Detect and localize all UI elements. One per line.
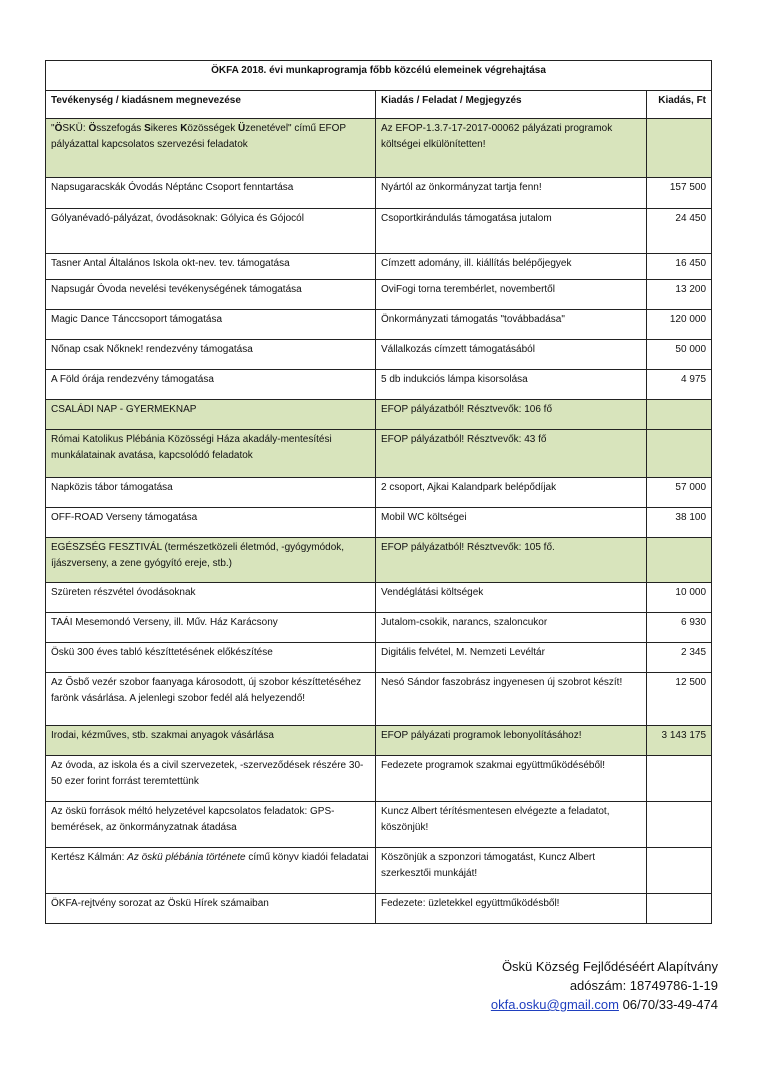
text-part: ikeres [150,123,181,134]
text-part: sszefogás [96,123,145,134]
note-cell: EFOP pályázatból! Résztvevők: 105 fő. [376,538,647,583]
note-cell: Önkormányzati támogatás "továbbadása" [376,310,647,340]
note-cell: EFOP pályázatból! Résztvevők: 106 fő [376,400,647,430]
note-cell: Kuncz Albert térítésmentesen elvégezte a feladatot, köszönjük! [376,802,647,848]
text-part: özösségek [187,123,239,134]
text-part: című könyv kiadói feladatai [245,852,369,863]
activity-cell: OFF-ROAD Verseny támogatása [46,508,376,538]
activity-cell: Napsugár Óvoda nevelési tevékenységének támogatása [46,280,376,310]
table-row [46,178,712,209]
note-cell: Fedezete programok szakmai együttműködéséből! [376,756,647,802]
amount-cell: 16 450 [647,254,712,280]
amount-cell [647,802,712,848]
table-row [46,726,712,756]
table-row [46,478,712,508]
table-row [46,583,712,613]
amount-cell: 12 500 [647,673,712,726]
amount-cell: 120 000 [647,310,712,340]
activity-cell: TAÁI Mesemondó Verseny, ill. Műv. Ház Karácsony [46,613,376,643]
amount-cell [647,756,712,802]
book-title: Az öskü plébánia története [127,852,246,863]
organization-name: Öskü Község Fejlődéséért Alapítvány [501,959,718,974]
amount-cell: 13 200 [647,280,712,310]
activity-cell [46,848,376,894]
email-link[interactable]: okfa.osku@gmail.com [490,997,619,1012]
text-part: S [144,123,151,134]
activity-cell: A Föld órája rendezvény támogatása [46,370,376,400]
table-row [46,756,712,802]
text-part: Ö [88,123,97,134]
note-cell: EFOP pályázati programok lebonyolításához! [376,726,647,756]
table-row [46,310,712,340]
activity-cell: Nőnap csak Nőknek! rendezvény támogatása [46,340,376,370]
activity-cell: Napközis tábor támogatása [46,478,376,508]
amount-cell: 2 345 [647,643,712,673]
text-part: SKÜ: [62,123,89,134]
tax-id: adószám: 18749786-1-19 [569,978,718,993]
table-row [46,894,712,924]
table-row [46,119,712,178]
amount-cell [647,538,712,583]
activity-cell: Tasner Antal Általános Iskola okt-nev. tev. támogatása [46,254,376,280]
activity-cell: Irodai, kézműves, stb. szakmai anyagok vásárlása [46,726,376,756]
activity-cell: ÖKFA-rejtvény sorozat az Öskü Hírek számaiban [46,894,376,924]
note-cell: 2 csoport, Ajkai Kalandpark belépődíjak [376,478,647,508]
activity-cell: Az Ősbő vezér szobor faanyaga károsodott, új szobor készíttetéséhez farönk vásárlása. A jelenlegi szobor fedél alá helyezendő! [46,673,376,726]
amount-cell: 3 143 175 [647,726,712,756]
note-cell: Címzett adomány, ill. kiállítás belépőjegyek [376,254,647,280]
column-header-note: Kiadás / Feladat / Megjegyzés [376,91,647,119]
header-row [46,91,712,119]
text-part: Ü [238,123,246,134]
amount-cell: 157 500 [647,178,712,209]
table-title: ÖKFA 2018. évi munkaprogramja főbb közcélú elemeinek végrehajtása [46,61,712,91]
note-cell: Mobil WC költségei [376,508,647,538]
table-row [46,643,712,673]
contact-line [491,995,718,1014]
amount-cell: 38 100 [647,508,712,538]
amount-cell [647,119,712,178]
text-part: zenetével" című EFOP pályázattal kapcsolatos szervezési feladatok [51,123,346,150]
table-row [46,848,712,894]
text-part: Kertész Kálmán: [51,852,128,863]
table-row [46,430,712,478]
note-cell: Az EFOP-1.3.7-17-2017-00062 pályázati programok költségei elkülönítetten! [376,119,647,178]
note-cell: OviFogi torna terembérlet, novembertől [376,280,647,310]
amount-cell: 4 975 [647,370,712,400]
activity-cell: Az óvoda, az iskola és a civil szervezetek, -szerveződések részére 30-50 ezer forint forrást teremtettünk [46,756,376,802]
note-cell: EFOP pályázatból! Résztvevők: 43 fő [376,430,647,478]
amount-cell: 24 450 [647,209,712,254]
amount-cell [647,894,712,924]
text-part: Ö [54,123,63,134]
table-row [46,400,712,430]
activity-cell: Az öskü források méltó helyzetével kapcsolatos feladatok: GPS-bemérések, az önkormányzatnak átadása [46,802,376,848]
amount-cell: 50 000 [647,340,712,370]
note-cell: Csoportkirándulás támogatása jutalom [376,209,647,254]
amount-cell [647,848,712,894]
table-row [46,508,712,538]
table-row [46,802,712,848]
amount-cell: 6 930 [647,613,712,643]
note-cell: Vendéglátási költségek [376,583,647,613]
text-part: " [51,123,55,134]
amount-cell [647,400,712,430]
activity-cell: Öskü 300 éves tabló készíttetésének előkészítése [46,643,376,673]
note-cell: Fedezete: üzletekkel együttműködésből! [376,894,647,924]
amount-cell: 10 000 [647,583,712,613]
table-row [46,538,712,583]
activity-cell: Napsugaracskák Óvodás Néptánc Csoport fenntartása [46,178,376,209]
note-cell: Köszönjük a szponzori támogatást, Kuncz Albert szerkesztői munkáját! [376,848,647,894]
activity-cell [46,119,376,178]
activity-cell: Magic Dance Tánccsoport támogatása [46,310,376,340]
activity-cell: Szüreten részvétel óvodásoknak [46,583,376,613]
activity-cell: Gólyanévadó-pályázat, óvodásoknak: Gólyica és Gójocól [46,209,376,254]
activity-cell: EGÉSZSÉG FESZTIVÁL (természetközeli életmód, -gyógymódok, íjászverseny, a zene gyógyító ereje, stb.) [46,538,376,583]
title-row [46,61,712,91]
table-row [46,254,712,280]
column-header-amount: Kiadás, Ft [647,91,712,119]
table-row [46,613,712,643]
column-header-activity: Tevékenység / kiadásnem megnevezése [46,91,376,119]
note-cell: Vállalkozás címzett támogatásából [376,340,647,370]
note-cell: Nyártól az önkormányzat tartja fenn! [376,178,647,209]
table-row [46,370,712,400]
text-part: K [180,123,188,134]
activity-cell: Római Katolikus Plébánia Közösségi Háza akadály-mentesítési munkálatainak avatása, kapcsolódó feladatok [46,430,376,478]
footer-contact [491,957,718,1014]
amount-cell: 57 000 [647,478,712,508]
note-cell: 5 db indukciós lámpa kisorsolása [376,370,647,400]
activity-cell: CSALÁDI NAP - GYERMEKNAP [46,400,376,430]
note-cell: Digitális felvétel, M. Nemzeti Levéltár [376,643,647,673]
phone-number: 06/70/33-49-474 [622,997,718,1012]
note-cell: Nesó Sándor faszobrász ingyenesen új szobrot készít! [376,673,647,726]
table-row [46,280,712,310]
table-row [46,673,712,726]
amount-cell [647,430,712,478]
work-program-table [45,60,712,924]
note-cell: Jutalom-csokik, narancs, szaloncukor [376,613,647,643]
table-row [46,209,712,254]
table-row [46,340,712,370]
